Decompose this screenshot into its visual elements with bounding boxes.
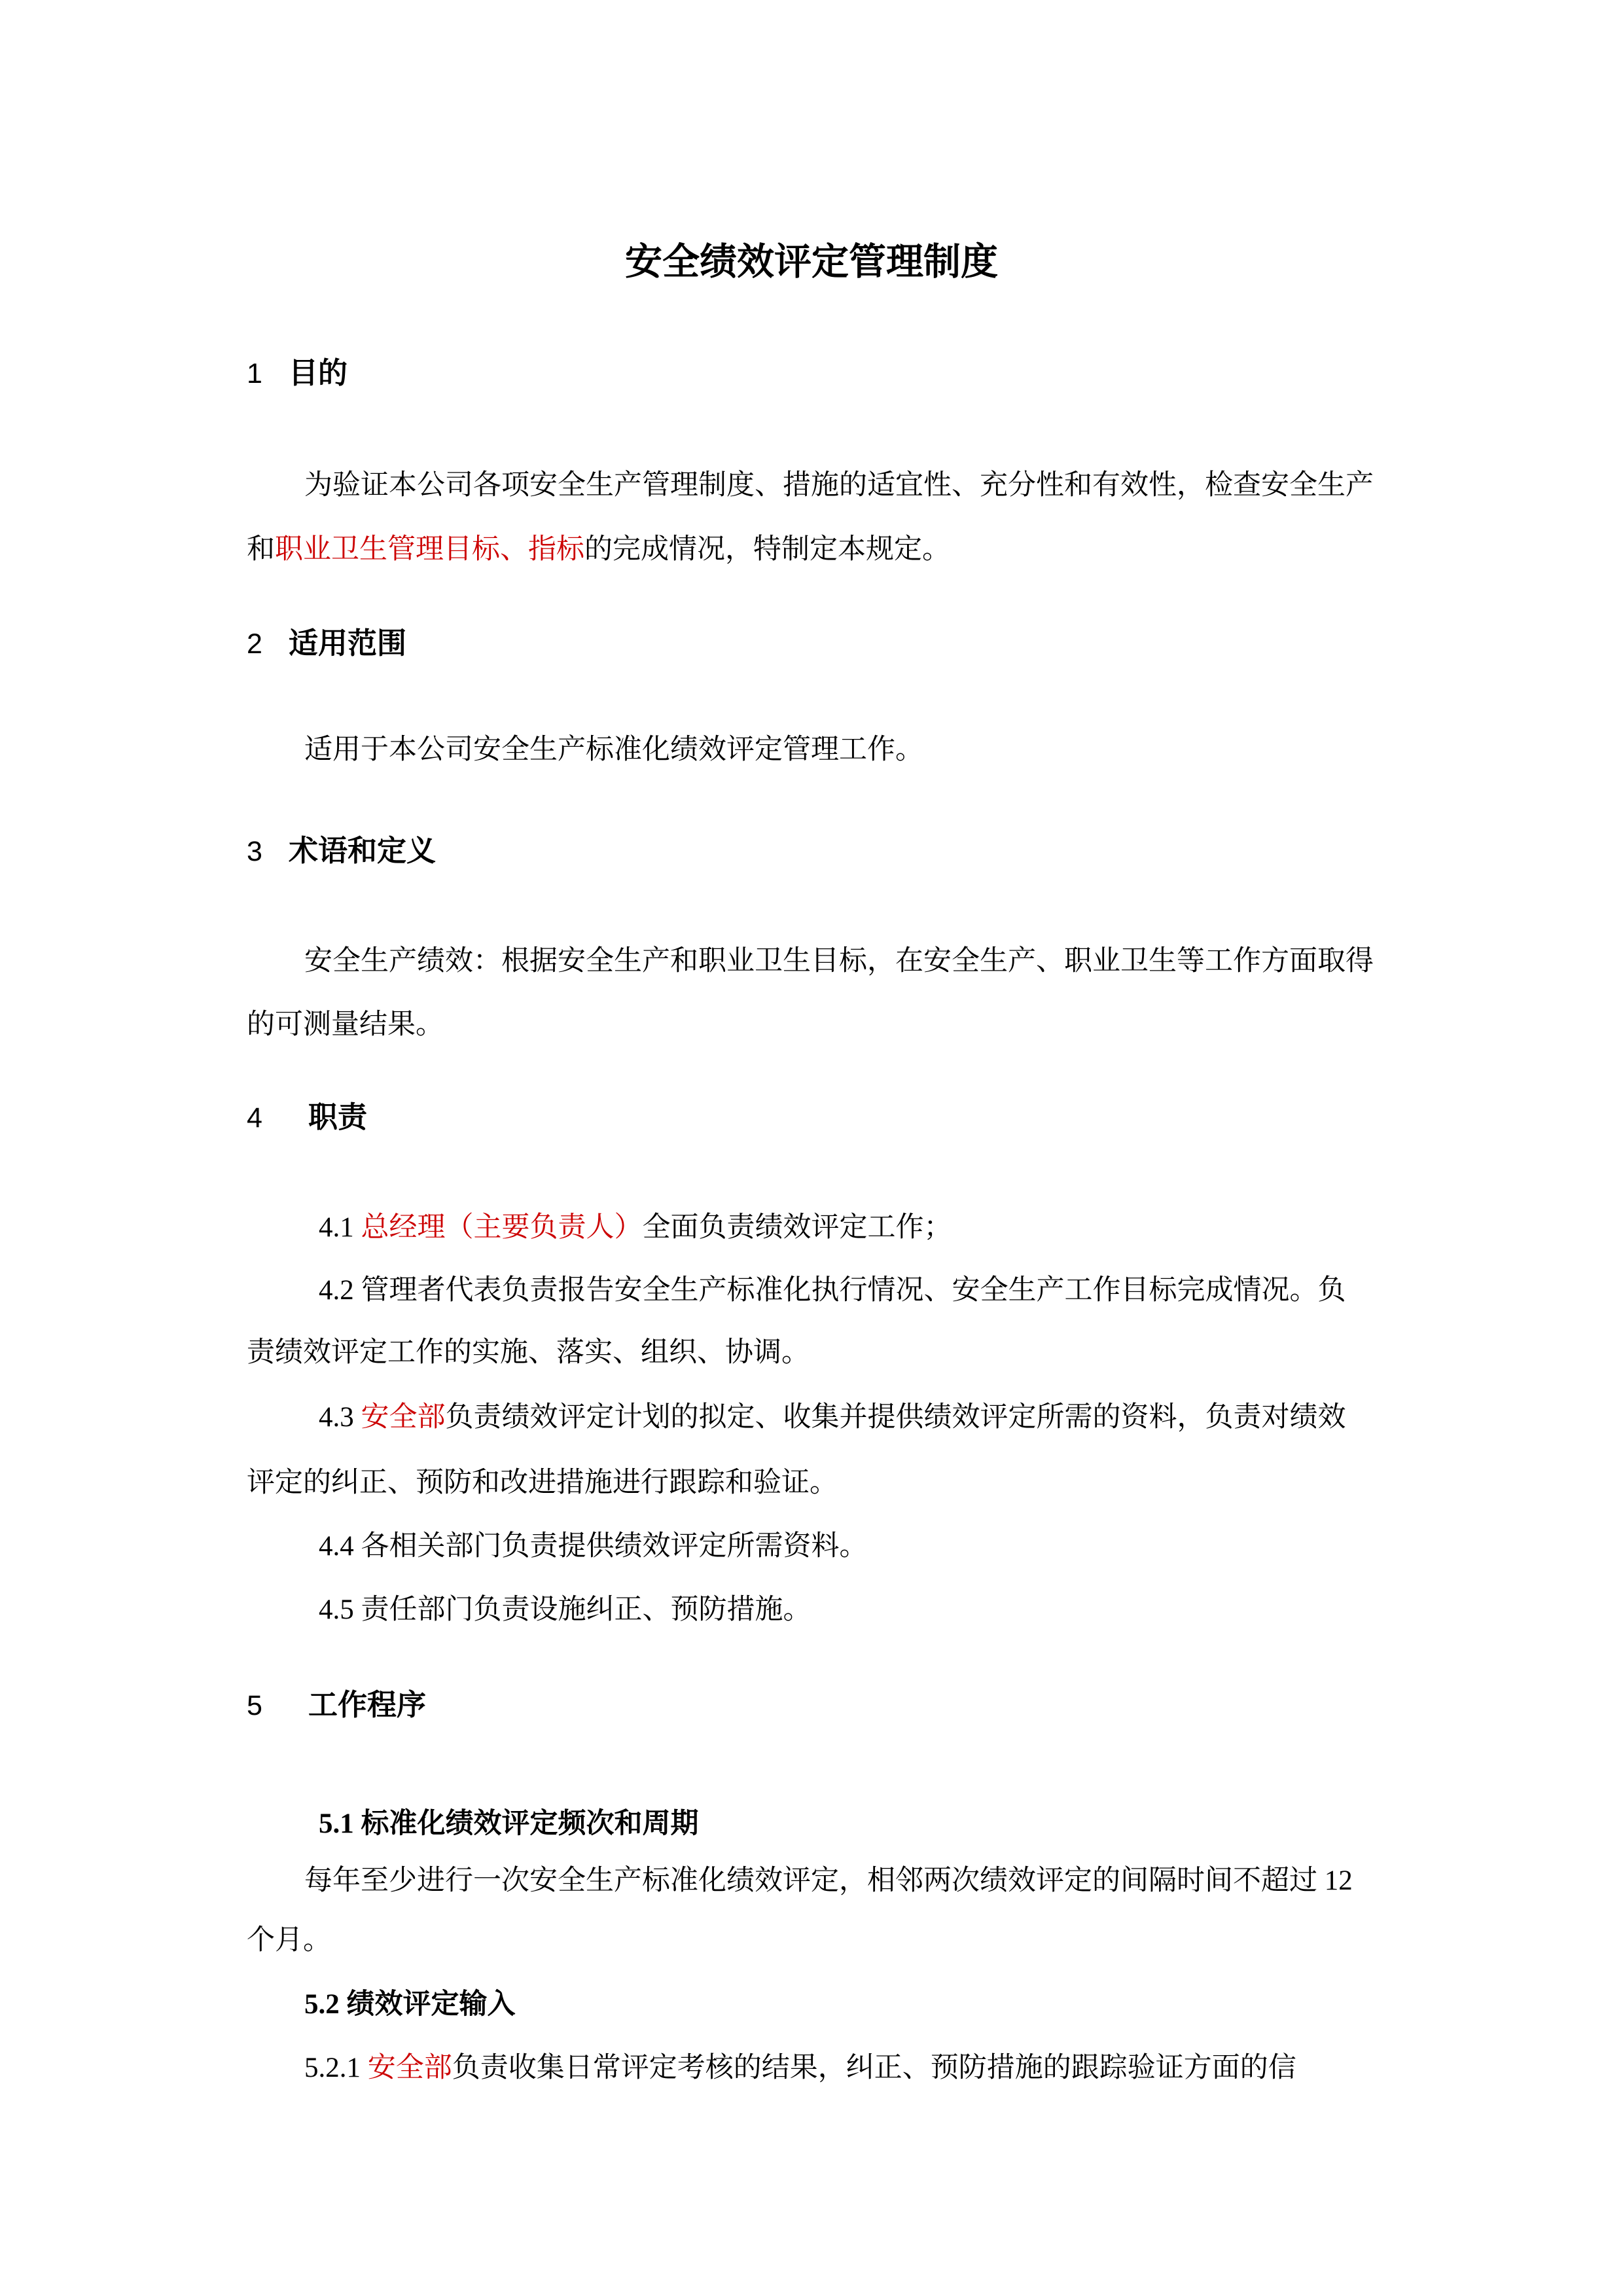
paragraph-line: 每年至少进行一次安全生产标准化绩效评定，相邻两次绩效评定的间隔时间不超过 12 [304,1865,1353,1896]
red-text-segment: 安全部 [361,1402,446,1433]
paragraph-line [247,535,1399,565]
text-segment: 全面负责绩效评定工作； [642,1212,952,1243]
section-label: 目的 [289,356,348,389]
item-4-2-line2: 责绩效评定工作的实施、落实、组织、协调。 [247,1337,810,1368]
item-number: 5.2.1 [304,2053,368,2083]
text-segment: 的完成情况，特制定本规定。 [584,534,950,565]
item-4-2-line1: 4.2 管理者代表负责报告安全生产标准化执行情况、安全生产工作目标完成情况。负 [319,1275,1346,1306]
section-label: 工作程序 [308,1688,427,1721]
item-4-5: 4.5 责任部门负责设施纠正、预防措施。 [319,1594,812,1625]
section-heading-1 [247,357,1399,389]
item-5-2-1 [247,2053,1456,2083]
section-heading-5 [247,1689,1399,1721]
section-number: 3 [247,836,262,867]
item-4-3-line2: 评定的纠正、预防和改进措施进行跟踪和验证。 [247,1467,838,1498]
section-label: 适用范围 [289,626,407,660]
document-title: 安全绩效评定管理制度 [625,241,998,283]
subheading-5-1: 5.1 标准化绩效评定频次和周期 [319,1808,699,1839]
text-segment: 负责收集日常评定考核的结果，纠正、预防措施的跟踪验证方面的信 [452,2053,1296,2083]
red-text-segment: 总经理（主要负责人） [361,1212,643,1243]
section-label: 术语和定义 [289,834,437,867]
item-4-4: 4.4 各相关部门负责提供绩效评定所需资料。 [319,1531,868,1562]
section-number: 1 [247,358,262,389]
paragraph-line: 安全生产绩效：根据安全生产和职业卫生目标，在安全生产、职业卫生等工作方面取得 [304,946,1374,977]
item-4-3-line1 [247,1403,1471,1433]
paragraph-line: 为验证本公司各项安全生产管理制度、措施的适宜性、充分性和有效性，检查安全生产 [304,470,1374,501]
section-number: 4 [247,1102,262,1134]
text-segment: 负责绩效评定计划的拟定、收集并提供绩效评定所需的资料，负责对绩效 [445,1402,1346,1433]
section-label: 职责 [308,1100,368,1134]
section-number: 2 [247,628,262,660]
red-text-segment: 职业卫生管理目标、指标 [275,534,584,565]
text-segment: 和 [247,534,275,565]
paragraph-line: 的可测量结果。 [247,1009,444,1040]
item-4-1 [247,1213,1471,1243]
item-number: 4.3 [319,1402,361,1433]
subheading-5-2: 5.2 绩效评定输入 [304,1989,516,2020]
section-heading-4 [247,1102,1399,1134]
section-number: 5 [247,1690,262,1721]
paragraph-line: 个月。 [247,1925,331,1956]
red-text-segment: 安全部 [367,2053,452,2083]
item-number: 4.1 [319,1212,361,1243]
paragraph-line: 适用于本公司安全生产标准化绩效评定管理工作。 [304,734,923,765]
section-heading-3 [247,835,1399,867]
section-heading-2 [247,628,1399,660]
